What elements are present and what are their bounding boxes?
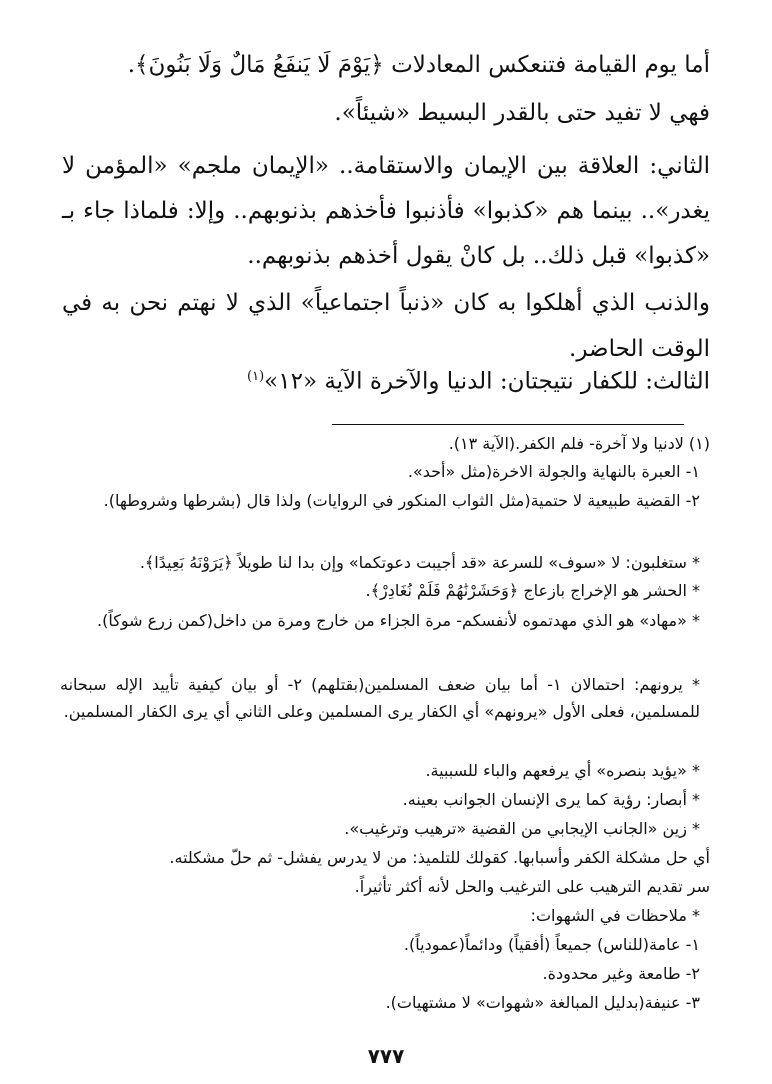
footnote-line: ٣- عنيفة(بدليل المبالغة «شهوات» لا مشتهيات). <box>385 993 700 1012</box>
paragraph-4: والذنب الذي أهلكوا به كان «ذنباً اجتماعياً» الذي لا نهتم نحن به في الوقت الحاضر. <box>62 290 710 362</box>
footnote-line: * «مهاد» هو الذي مهدتموه لأنفسكم- مرة الجزاء من خارج ومرة من داخل(كمن زرع شوكاً). <box>97 611 700 630</box>
footnote-line: * زين «الجانب الإيجابي من القضية «ترهيب وترغيب». <box>344 819 700 838</box>
footnote-line: ١- العبرة بالنهاية والجولة الاخرة(مثل «أحد». <box>407 462 700 481</box>
footnote-line: * ستغلبون: لا «سوف» للسرعة «قد أجيبت دعوتكما» وإن بدا لنا طويلاً ﴿يَرَوْنَهُ بَعِيدًا﴾. <box>139 553 700 572</box>
page-number: ٧٧٧ <box>367 1044 405 1068</box>
footnote-line: * أبصار: رؤية كما يرى الإنسان الجوانب بعينه. <box>402 790 700 809</box>
footnote-ref: (١) <box>247 369 265 384</box>
paragraph-5 <box>62 362 710 397</box>
footnote-line: * يرونهم: احتمالان ١- أما بيان ضعف المسلمين(بقتلهم) ٢- أو بيان كيفية تأييد الإله سبحانه للمسلمين، فعلى الأول «يرونهم» أي الكفار يرى المسلمين وعلى الثاني أي يرى الكفار المسلمين. <box>60 675 701 721</box>
footnote-separator <box>332 424 684 425</box>
footnote-line: ٢- القضية طبيعية لا حتمية(مثل الثواب المنكور في الروايات) ولذا قال (بشرطها وشروطها). <box>103 491 700 510</box>
paragraph-1: أما يوم القيامة فتنعكس المعادلات ﴿يَوْمَ لَا يَنفَعُ مَالٌ وَلَا بَنُونَ﴾. <box>127 52 710 78</box>
footnote-line: سر تقديم الترهيب على الترغيب والحل لأنه أكثر تأثيراً. <box>354 877 710 896</box>
paragraph-5-text: الثالث: للكفار نتيجتان: الدنيا والآخرة الآية «١٢» <box>264 368 710 395</box>
paragraph-3: الثاني: العلاقة بين الإيمان والاستقامة.. «الإيمان ملجم» «المؤمن لا يغدر».. بينما هم «كذبوا» فأذنبوا فأخذهم بذنوبهم.. وإلا: فلماذا جاء بـ «كذبوا» قبل ذلك.. بل كانْ يقول أخذهم بذنوبهم.. <box>62 153 710 269</box>
footnote-line: * «يؤيد بنصره» أي يرفعهم والباء للسببية. <box>425 761 700 780</box>
footnote-line: ١- عامة(للناس) جميعاً (أفقياً) ودائماً(عمودياً). <box>403 935 700 954</box>
footnote-line: * الحشر هو الإخراج بازعاج ﴿وَحَشَرْنَٰهُمْ فَلَمْ نُغَادِرْ﴾. <box>365 581 700 600</box>
paragraph-2: فهي لا تفيد حتى بالقدر البسيط «شيئاً». <box>334 100 710 126</box>
footnote-line: ٢- طامعة وغير محدودة. <box>542 964 700 983</box>
footnote-line: * ملاحظات في الشهوات: <box>530 906 700 925</box>
footnote-line: (١) لادنيا ولا آخرة- فلم الكفر.(الآية ١٣). <box>448 434 710 453</box>
footnote-line: أي حل مشكلة الكفر وأسبابها. كقولك للتلميذ: من لا يدرس يفشل- ثم حلّ مشكلته. <box>169 848 710 867</box>
